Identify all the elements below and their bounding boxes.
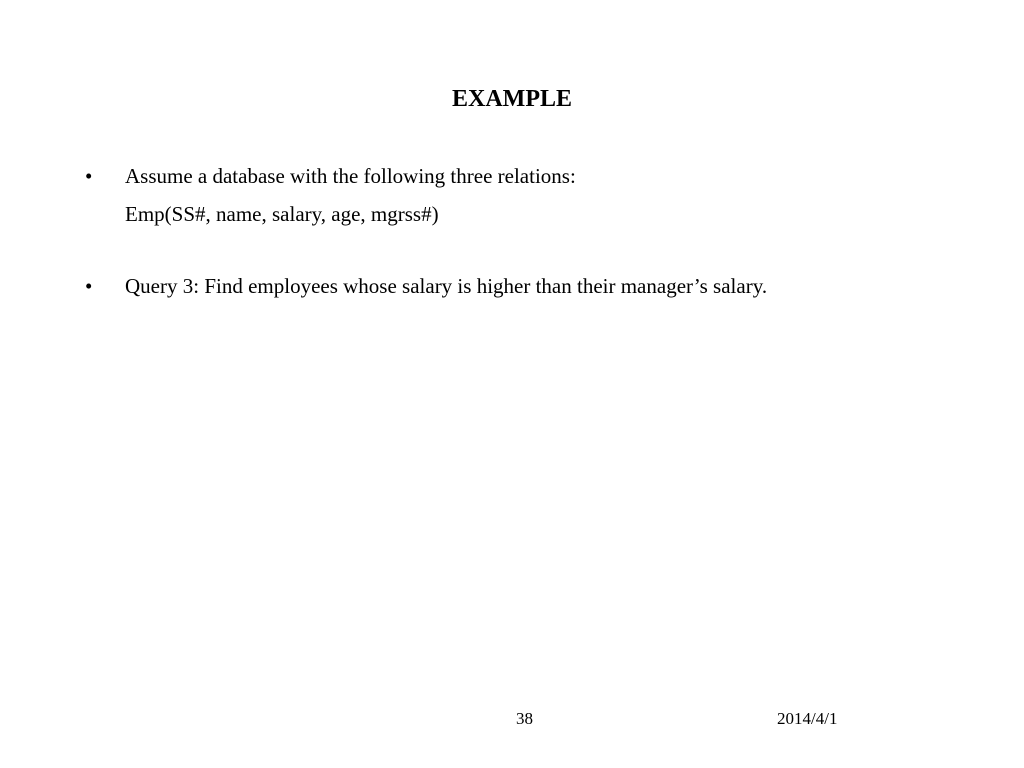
bullet-item	[85, 160, 576, 192]
bullet-text: Assume a database with the following three relations:	[125, 164, 576, 188]
bullet-item	[85, 270, 767, 302]
footer-date: 2014/4/1	[777, 709, 838, 728]
relation-schema: Emp(SS#, name, salary, age, mgrss#)	[125, 202, 439, 226]
bullet-marker: •	[85, 164, 93, 188]
page-number: 38	[516, 709, 533, 728]
bullet-text: Query 3: Find employees whose salary is higher than their manager’s salary.	[125, 274, 768, 298]
bullet-marker: •	[85, 274, 93, 298]
slide-title: EXAMPLE	[452, 86, 572, 112]
